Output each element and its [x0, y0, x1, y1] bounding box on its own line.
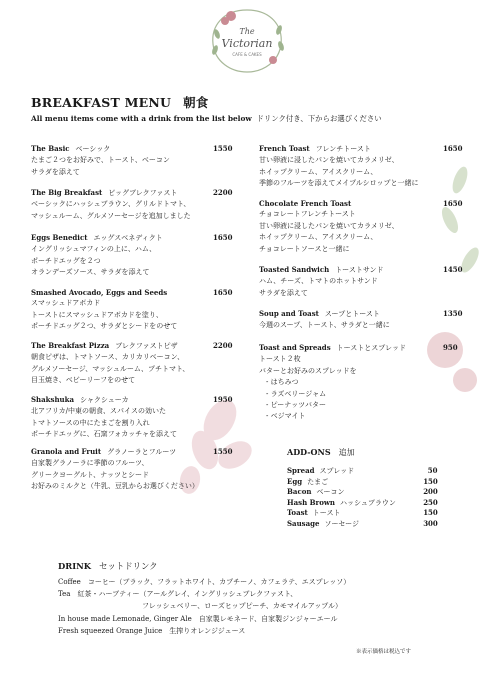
menu-item-description: 今週のスープ、トースト、サラダと一緒に [259, 321, 390, 330]
menu-item-description: サラダを添えて [259, 288, 308, 297]
menu-item-title [31, 394, 177, 406]
menu-item-description: 目玉焼き、ベビーリーフをのせて [31, 376, 136, 385]
menu-item-description: 自家製グラノーラに季節のフルーツ、 [31, 459, 149, 468]
menu-item-description: トーストにスマッシュドアボカドを塗り、 [31, 310, 163, 319]
menu-item-name-jp: シャクシューカ [80, 396, 129, 404]
addon-row [287, 497, 438, 508]
menu-item-name: Eggs Benedict [31, 233, 88, 242]
addons-heading [287, 447, 355, 458]
menu-item-name: Chocolate French Toast [259, 199, 352, 208]
addon-name: Spread [287, 466, 315, 475]
menu-item-price: 1650 [213, 288, 233, 297]
menu-item-price: 1550 [213, 447, 233, 456]
menu-item-name-jp: スープとトースト [324, 310, 380, 318]
menu-item-description: - はちみつ [259, 378, 299, 387]
menu-item [31, 340, 233, 387]
svg-text:CAFE & CAKES: CAFE & CAKES [232, 52, 262, 57]
addon-price: 50 [427, 466, 438, 475]
addon-price: 300 [423, 519, 438, 528]
menu-item-description: たまご２つをお好みで、トースト、ベーコン [31, 156, 170, 165]
menu-item-name-jp: エッグスベネディクト [93, 234, 163, 242]
addon-price: 250 [423, 497, 438, 507]
menu-item-name: Smashed Avocado, Eggs and Seeds [31, 288, 168, 297]
addon-row [287, 476, 438, 487]
addon-price: 150 [423, 476, 438, 486]
addon-name: Egg [287, 476, 303, 486]
menu-item-description: ホイップクリーム、アイスクリーム、 [259, 233, 378, 242]
menu-item-name: Toasted Sandwich [259, 265, 330, 274]
addon-name-jp: たまご [307, 477, 329, 486]
menu-item-title [259, 143, 419, 155]
menu-item-description: 季節のフルーツを添えてメイプルシロップと一緒に [259, 179, 419, 188]
addons-title-jp: 追加 [338, 448, 355, 457]
addon-name-jp: スプレッド [319, 467, 355, 475]
menu-item-description: チョコレートソースと一緒に [259, 244, 350, 253]
menu-item-name-jp: グラノーラとフルーツ [107, 448, 177, 456]
menu-item-description: スマッシュドアボカド [31, 299, 101, 308]
menu-item-name: The Basic [31, 144, 70, 153]
menu-item-name-jp: ビッグブレクファスト [108, 189, 178, 197]
subtitle-jp: ドリンク付き、下からお選びください [256, 114, 382, 123]
menu-item-price: 2200 [213, 188, 233, 197]
menu-item-name: Granola and Fruit [31, 447, 102, 456]
menu-item [31, 232, 233, 279]
menu-item-title [259, 264, 384, 276]
menu-item-price: 1450 [443, 265, 463, 274]
menu-item-price: 1650 [443, 199, 463, 208]
svg-text:Victorian: Victorian [221, 37, 273, 50]
menu-item-description: チョコレートフレンチトースト [259, 210, 356, 219]
menu-item-title [259, 198, 399, 209]
menu-item [31, 143, 233, 178]
addon-row [287, 508, 438, 518]
menu-item [259, 342, 458, 423]
menu-item-name: Soup and Toast [259, 309, 319, 318]
addon-price: 200 [423, 487, 438, 497]
menu-item-price: 2200 [213, 341, 233, 350]
menu-item-description: グリークヨーグルト、ナッツとシード [31, 470, 150, 479]
menu-item-description: トースト２枚 [259, 355, 301, 364]
addon-name-jp: トースト [312, 509, 341, 518]
addon-name-jp: ソーセージ [324, 520, 359, 528]
menu-item-description: - ラズベリージャム [259, 389, 327, 398]
menu-item-price: 1650 [213, 233, 233, 242]
menu-item-name-jp: ブレクファストピザ [115, 342, 178, 350]
addon-row [287, 519, 438, 529]
menu-item-description: 甘い卵液に浸したパンを焼いてカラメリゼ、 [259, 156, 399, 165]
menu-item-description: ポーチドエッグを２つ [31, 256, 101, 265]
cafe-logo [203, 6, 291, 76]
menu-item [259, 198, 463, 255]
menu-item-description: 北アフリカ/中東の朝食、スパイスの効いた [31, 407, 166, 416]
drink-line: Fresh squeezed Orange Juice 生搾りオレンジジュース [58, 626, 246, 635]
menu-item [259, 143, 463, 190]
menu-item-description: 甘い卵液に浸したパンを焼いてカラメリゼ、 [259, 221, 399, 230]
menu-item-title [31, 340, 189, 352]
menu-item-title [259, 308, 390, 320]
menu-item-title [31, 143, 170, 155]
menu-item-title [31, 287, 177, 298]
menu-item-description: マッシュルーム、グルメソーセージを追加しました [31, 211, 191, 220]
menu-item-description: ハム、チーズ、トマトのホットサンド [259, 277, 378, 286]
menu-item-description: ホイップクリーム、アイスクリーム、 [259, 167, 378, 176]
drink-line: Coffee コーヒー（ブラック、フラットホワイト、カプチーノ、カフェラテ、エスプレッソ） [58, 578, 351, 586]
menu-item-description: お好みのミルクと（牛乳、豆乳からお選びください） [31, 482, 199, 491]
page-title [31, 93, 208, 111]
menu-item-description: - ベジマイト [259, 412, 306, 421]
menu-item-price: 1650 [443, 144, 463, 153]
menu-item-description: グルメソーセージ、マッシュルーム、プチトマト、 [31, 364, 190, 373]
menu-item-title [259, 342, 406, 354]
subtitle [31, 113, 382, 124]
tax-note: ※表示価格は税込です [356, 649, 412, 655]
title-jp: 朝食 [183, 95, 209, 110]
addon-name: Toast [287, 508, 308, 518]
menu-item [31, 287, 233, 333]
menu-item-name: French Toast [259, 144, 310, 153]
menu-item [259, 308, 463, 332]
addon-price: 150 [423, 508, 438, 518]
menu-item-name-jp: トーストサンド [335, 266, 384, 274]
menu-item-name: The Big Breakfast [31, 188, 103, 197]
menu-item-description: トマトソースの中にたまごを割り入れ [31, 418, 150, 427]
addons-title: ADD-ONS [287, 447, 331, 457]
drink-line: Tea 紅茶・ハーブティー（アールグレイ、イングリッシュブレクファスト、 [58, 590, 298, 599]
addon-row [287, 487, 438, 497]
menu-item-name: Shakshuka [31, 395, 75, 404]
subtitle-en: All menu items come with a drink from the list below [31, 114, 252, 123]
addon-name: Bacon [287, 487, 312, 497]
menu-item-title [31, 187, 191, 199]
menu-item-title [31, 232, 163, 244]
addon-name-jp: ベーコン [316, 488, 345, 497]
menu-item-price: 1950 [213, 395, 233, 404]
menu-item-name-jp: トーストとスプレッド [336, 344, 406, 352]
menu-item-description: バターとお好みのスプレッドを [259, 366, 357, 375]
menu-item [31, 394, 233, 441]
menu-item-description: オランデーズソース、サラダを添えて [31, 268, 150, 277]
addon-name: Hash Brown [287, 497, 336, 507]
menu-item-description: ポーチドエッグに、石窯フォカッチャを添えて [31, 430, 177, 439]
menu-item-price: 950 [443, 343, 458, 352]
menu-item-description: ベーシックにハッシュブラウン、グリルドトマト、 [31, 200, 191, 209]
menu-item-description: 朝食ピザは、トマトソース、カリカリベーコン、 [31, 353, 185, 362]
menu-item-title [31, 446, 199, 458]
menu-item-price: 1350 [443, 309, 463, 318]
drink-heading [58, 560, 158, 572]
menu-item-description: ポーチドエッグ２つ、サラダとシードをのせて [31, 322, 178, 331]
menu-item [31, 187, 233, 222]
menu-item [259, 264, 463, 299]
addon-row [287, 466, 438, 476]
svg-text:The: The [239, 27, 255, 36]
drink-line: In house made Lemonade, Ginger Ale 自家製レモネード、自家製ジンジャーエール [58, 614, 338, 623]
menu-item-description: イングリッシュマフィンの上に、ハム、 [31, 245, 157, 254]
menu-item-name: Toast and Spreads [259, 343, 331, 352]
menu-item-name: The Breakfast Pizza [31, 341, 110, 350]
drink-title-jp: セットドリンク [99, 561, 158, 571]
menu-item-description: サラダを添えて [31, 167, 80, 176]
menu-item-name-jp: フレンチトースト [315, 145, 371, 153]
drink-title: DRINK [58, 561, 92, 571]
drink-line: フレッシュベリー、ローズヒップピーチ、カモマイルアップル） [58, 602, 342, 611]
addon-name-jp: ハッシュブラウン [340, 498, 396, 507]
menu-item-name-jp: ベーシック [75, 145, 111, 153]
menu-item-description: - ピーナッツバター [259, 401, 327, 410]
title-en: BREAKFAST MENU [31, 95, 172, 110]
menu-item-price: 1550 [213, 144, 233, 153]
menu-item [31, 446, 233, 493]
addon-name: Sausage [287, 519, 320, 528]
